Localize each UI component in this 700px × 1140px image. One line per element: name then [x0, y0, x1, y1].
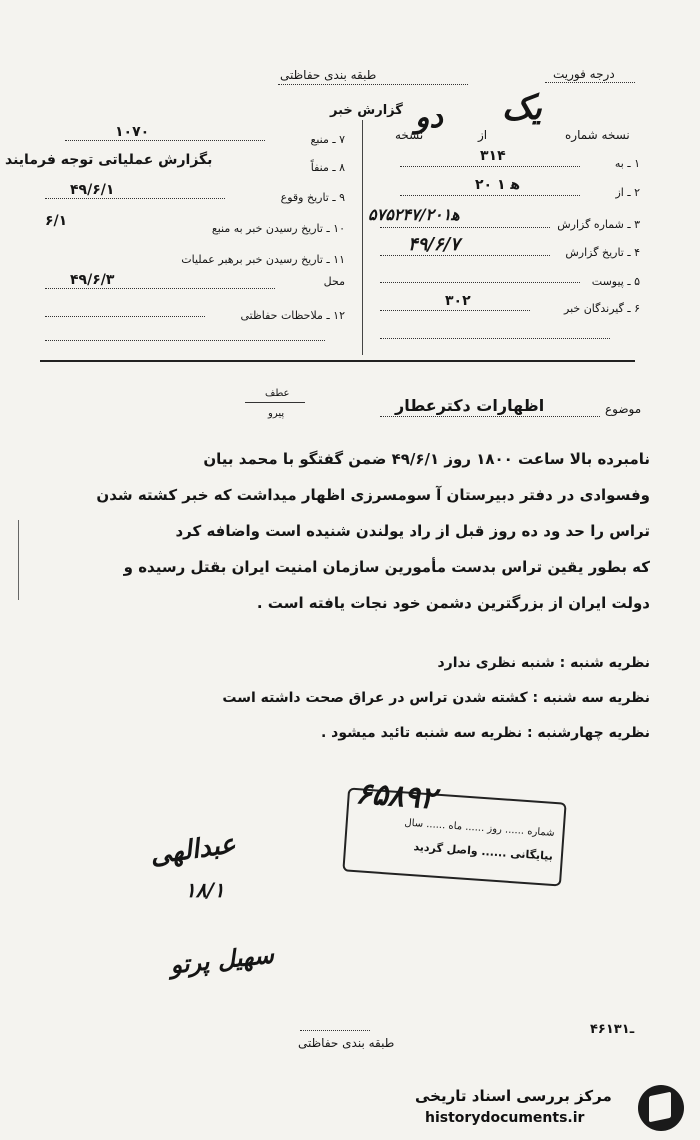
subject-label: موضوع [605, 402, 642, 416]
classification-top: طبقه بندی حفاظتی [280, 68, 377, 82]
field-recipients-value: ۳۰۲ [445, 293, 471, 309]
received-stamp [342, 776, 566, 886]
peyro-label: پیرو [268, 408, 285, 419]
copy-handwritten-2: دو [415, 100, 443, 135]
field-note-value: بگزارش عملیاتی توجه فرمایند [5, 152, 213, 168]
atf-label: عطف [265, 388, 290, 399]
field-leader-received-date: ۱۱ ـ تاریخ رسیدن خبر برهبر عملیات [181, 253, 345, 266]
field-note: ۸ ـ منفاً [310, 161, 345, 174]
priority-label: درجه فوریت [553, 67, 615, 81]
field-report-number: ۳ ـ شماره گزارش [557, 218, 640, 231]
priority-dots [545, 82, 635, 83]
field-to-value: ۳۱۴ [480, 148, 506, 164]
field-from: ۲ ـ از [615, 186, 640, 199]
copy-handwritten-1: یک [502, 88, 542, 128]
copy-of-label: از [478, 128, 488, 142]
archive-logo-icon [638, 1085, 684, 1131]
classification-bottom: طبقه بندی حفاظتی [298, 1036, 395, 1050]
body-line: که بطور یقین تراس بدست مأمورین سازمان امنیت ایران بقتل رسیده و [123, 558, 650, 576]
classification-top-dots [278, 84, 468, 85]
signature-1-number: ۱۸/۱ [185, 878, 225, 902]
report-body [80, 450, 650, 630]
field-report-date: ۴ ـ تاریخ گزارش [565, 246, 640, 259]
body-line: وفسوادی در دفتر دبیرستان آ سومسرزی اظهار میداشت که خبر کشته شدن [96, 486, 650, 504]
field-from-value: ۲۰ ﻫ ۱ [475, 177, 521, 193]
opinion-line: نظریه چهارشنبه : نظریه سه شنبه تائید میشود . [320, 725, 650, 741]
field-recipients: ۶ ـ گیرندگان خبر [564, 302, 640, 315]
opinion-line: نظریه سه شنبه : کشته شدن تراس در عراق صحت داشته است [222, 690, 650, 706]
field-source: ۷ ـ منبع [310, 133, 345, 146]
subject-value: اظهارات دکترعطار [395, 396, 545, 415]
signature-1: عبدالهی [148, 829, 238, 871]
field-security-notes: ۱۲ ـ ملاحظات حفاظتی [240, 309, 345, 322]
copy-number-label: نسخه شماره [565, 128, 630, 142]
field-location: محل [323, 275, 345, 288]
watermark-org-name: مرکز بررسی اسناد تاریخی [415, 1087, 612, 1105]
form-code: ۴۶ـ۱۳۱ [590, 1022, 635, 1037]
signature-2: سهیل پرتو [168, 939, 276, 980]
field-report-date-value: ۴۹/۶/۷ [408, 234, 460, 255]
opinions [150, 655, 650, 760]
opinion-line: نظریه شنبه : شنبه نظری ندارد [437, 655, 650, 671]
body-line: نامبرده بالا ساعت ۱۸۰۰ روز ۴۹/۶/۱ ضمن گفتگو با محمد بیان [203, 450, 650, 468]
watermark-url: historydocuments.ir [425, 1110, 585, 1126]
header-rule [40, 360, 635, 362]
field-source-value: ۱۰۷۰ [115, 124, 150, 140]
field-occurrence-date: ۹ ـ تاریخ وقوع [280, 191, 345, 204]
stamp-number: ۶۵۸۹۲ [354, 776, 438, 817]
margin-mark [18, 520, 19, 600]
body-line: دولت ایران از بزرگترین دشمن خود نجات یافته است . [256, 594, 650, 612]
stamp-line-2: بیایگانی ...... واصل گردید [413, 840, 554, 863]
subject-dots [380, 416, 600, 417]
field-report-number-value: ۵۷۵۲۴۷/۲۰ﻫ۱ [368, 205, 460, 224]
field-attachment: ۵ ـ پیوست [591, 275, 640, 288]
report-type: گزارش خبر [330, 103, 403, 118]
field-source-received-date: ۱۰ ـ تاریخ رسیدن خبر به منبع [211, 222, 345, 235]
field-source-received-date-value: ۶/۱ [45, 213, 68, 229]
body-line: تراس را حد ود ده روز قبل از راد یولندن شنیده است واضافه کرد [175, 522, 650, 540]
copy-suffix-label: نسخه [395, 128, 424, 142]
stamp-line-1: شماره ...... روز ...... ماه ...... سال [404, 817, 555, 839]
field-location-value: ۴۹/۶/۳ [70, 272, 115, 288]
field-to: ۱ ـ به [614, 157, 640, 170]
column-divider [362, 120, 363, 355]
field-occurrence-date-value: ۴۹/۶/۱ [70, 182, 115, 198]
